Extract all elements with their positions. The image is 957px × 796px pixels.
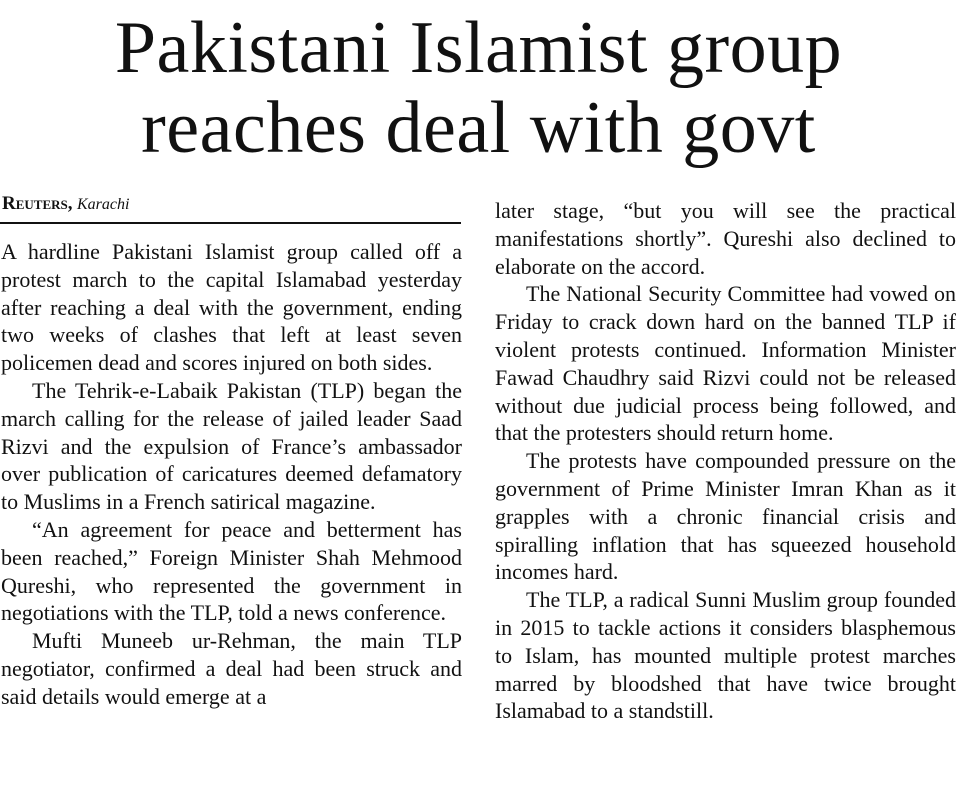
paragraph: The protests have compounded pressure on the government of Prime Minister Imran Khan as it grapples with a chronic financial crisis and spiralling inflation that has squeezed household incomes hard. — [495, 448, 956, 585]
paragraph: The National Security Committee had vowed on Friday to crack down hard on the banned TLP if violent protests continued. Information Minister Fawad Chaudhry said Rizvi could not be released without due judicial process being followed, and that the protesters should return home. — [495, 281, 956, 446]
byline-agency: Reuters, — [2, 193, 73, 214]
article-column-left — [1, 238, 462, 711]
article-column-right — [495, 197, 956, 725]
headline-line-1: Pakistani Islamist group — [114, 7, 843, 89]
paragraph: later stage, “but you will see the practical manifestations shortly”. Qureshi also declined to elaborate on the accord. — [495, 198, 956, 279]
headline — [0, 8, 957, 168]
paragraph: The Tehrik-e-Labaik Pakistan (TLP) began the march calling for the release of jailed leader Saad Rizvi and the expulsion of France’s ambassador over publication of caricatures deemed defamatory to Muslims in a French satirical magazine. — [1, 377, 462, 515]
paragraph: The TLP, a radical Sunni Muslim group founded in 2015 to tackle actions it considers blasphemous to Islam, has mounted multiple protest marches marred by bloodshed that have twice brought Islamabad to a standstill. — [495, 587, 956, 724]
paragraph: Mufti Muneeb ur-Rehman, the main TLP negotiator, confirmed a deal had been struck and said details would emerge at a — [1, 628, 462, 709]
byline-divider — [0, 222, 461, 224]
paragraph: A hardline Pakistani Islamist group called off a protest march to the capital Islamabad yesterday after reaching a deal with the government, ending two weeks of clashes that left at least seven policemen dead and scores injured on both sides. — [1, 239, 462, 376]
byline-city: Karachi — [77, 196, 130, 213]
headline-line-2: reaches deal with govt — [141, 87, 816, 169]
byline — [2, 192, 461, 216]
paragraph: “An agreement for peace and betterment has been reached,” Foreign Minister Shah Mehmood Qureshi, who represented the government in negotiations with the TLP, told a news conference. — [1, 516, 462, 626]
